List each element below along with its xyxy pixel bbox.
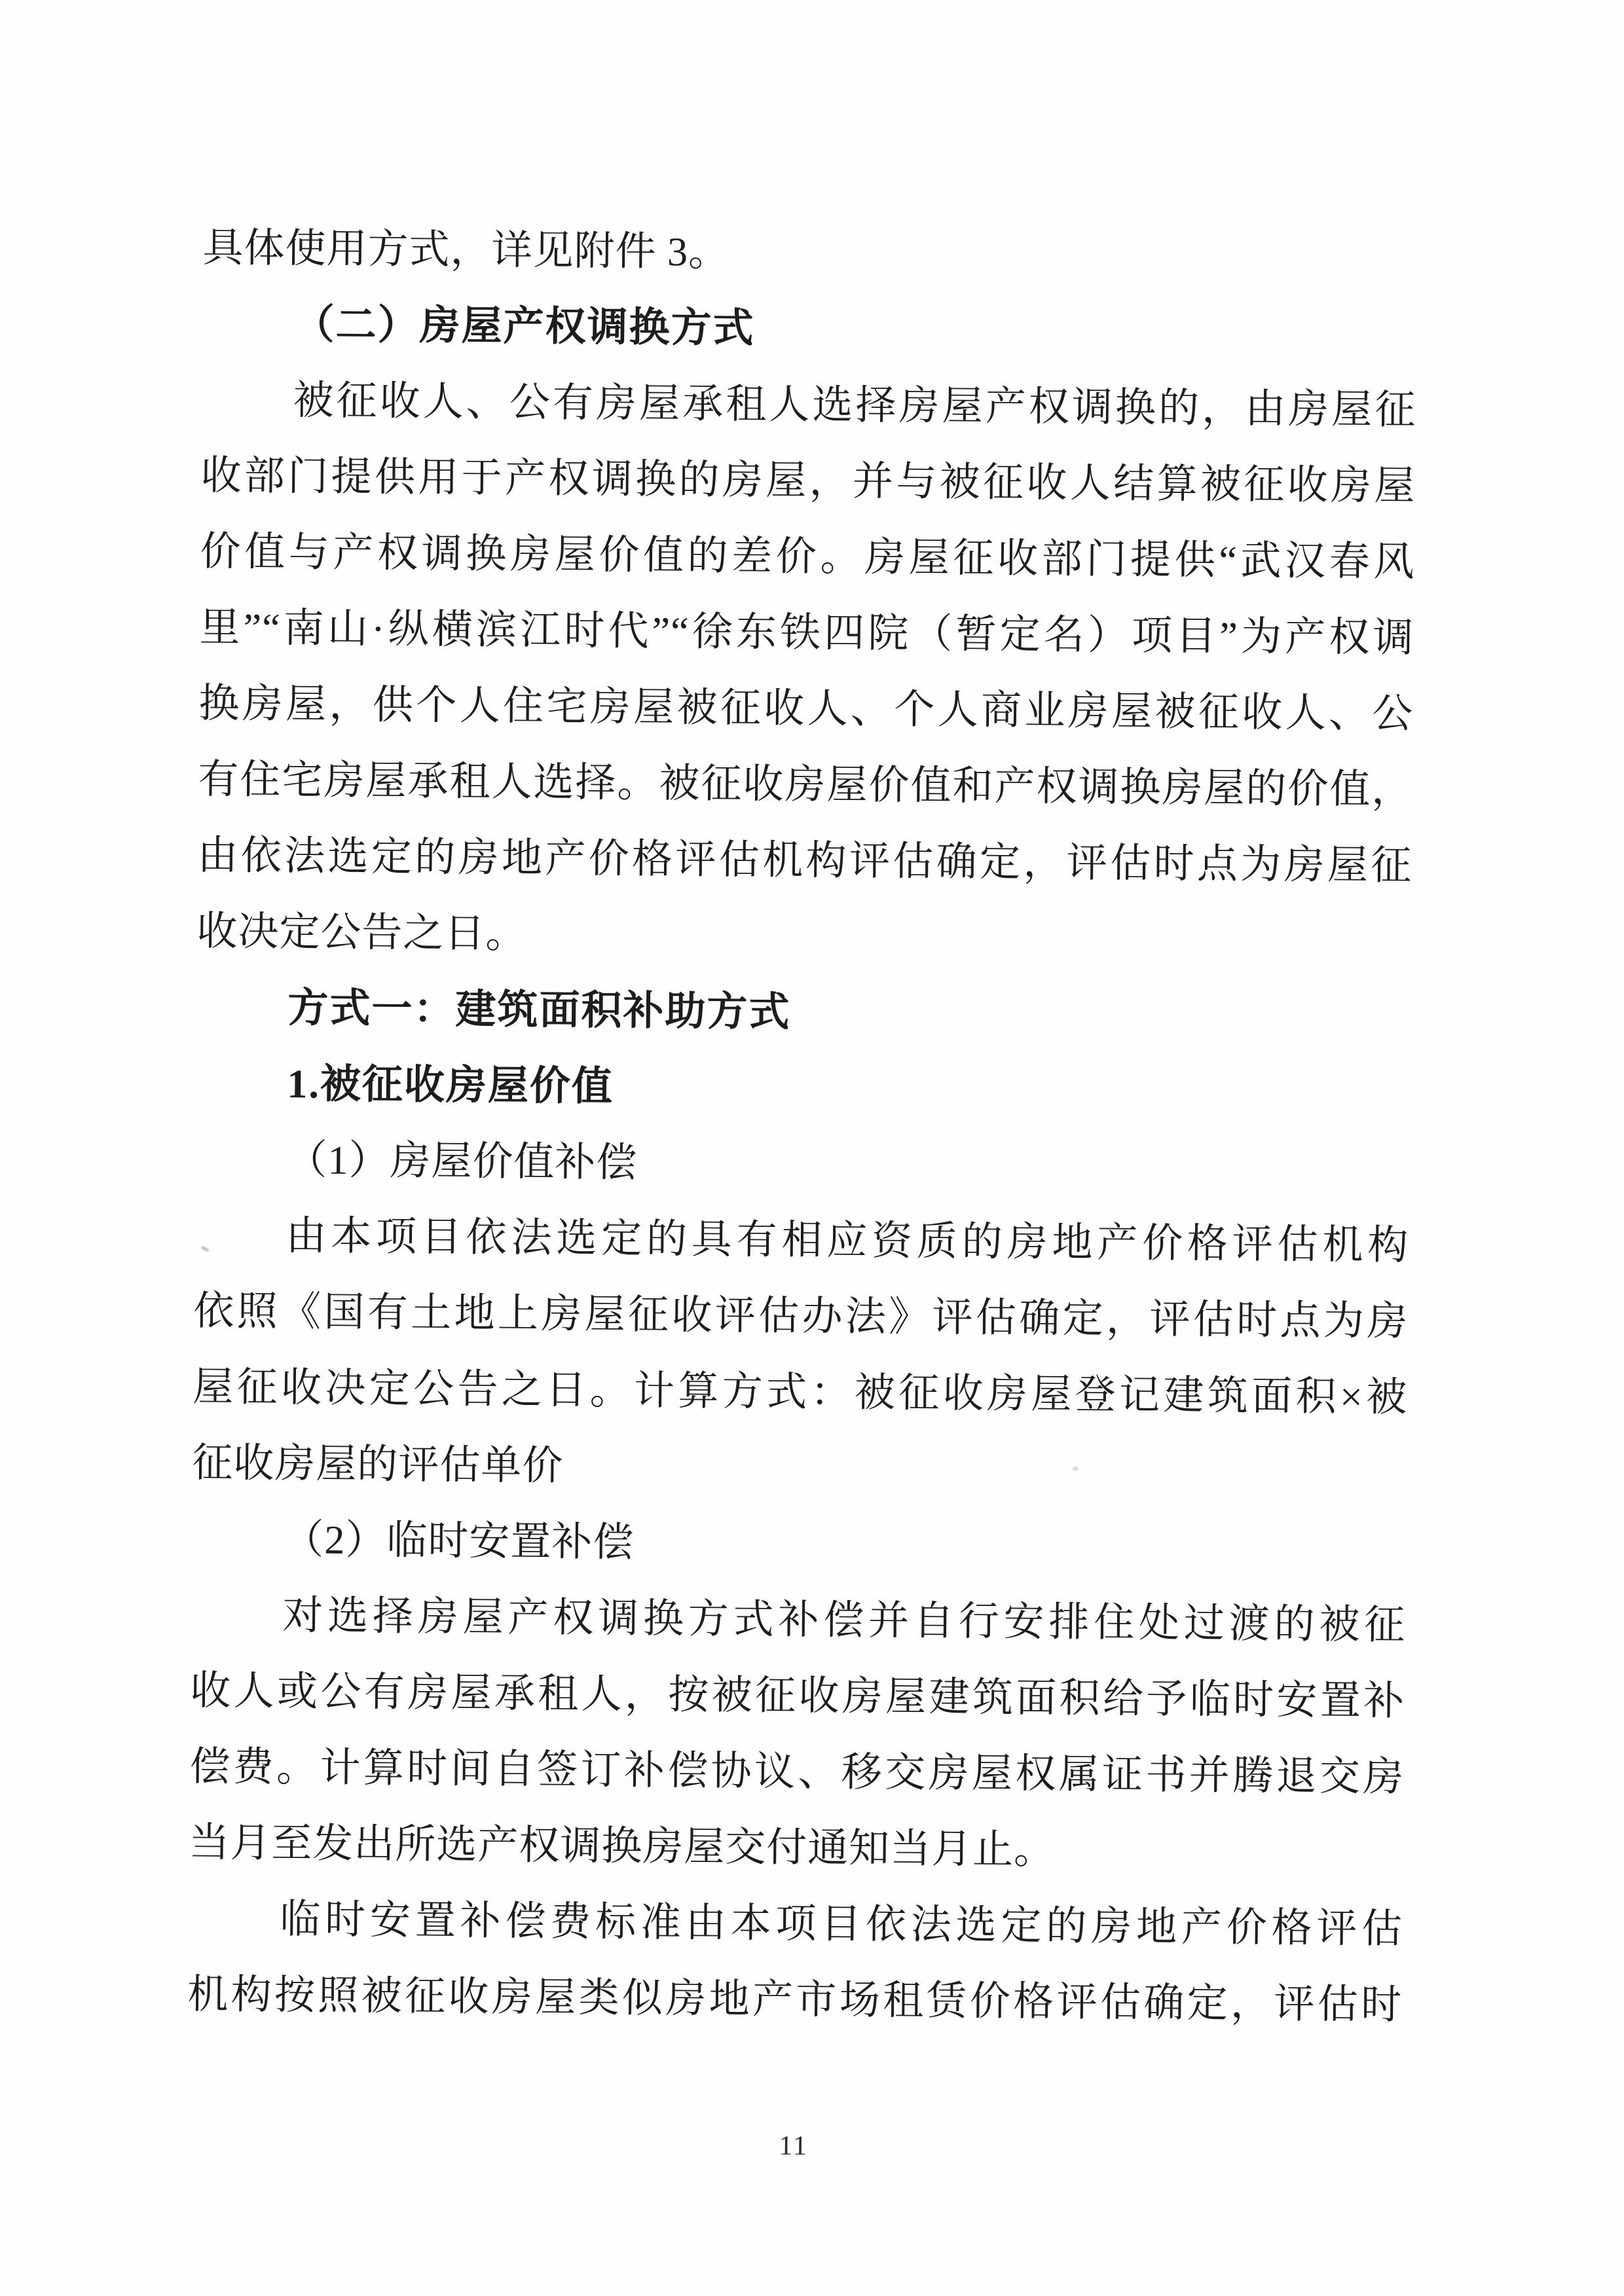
paragraph-line: 由本项目依法选定的具有相应资质的房地产价格评估机构 <box>286 1214 1409 1269</box>
paragraph-line: 换房屋，供个人住宅房屋被征收人、个人商业房屋被征收人、公 <box>198 681 1414 737</box>
scan-artifact-speck <box>1073 1467 1079 1471</box>
page-number: 11 <box>779 2130 809 2162</box>
paragraph-line: 由依法选定的房地产价格评估机构评估确定，评估时点为房屋征 <box>197 833 1412 889</box>
sub-item-1-line: （1）房屋价值补偿 <box>286 1138 638 1186</box>
paragraph-line: 偿费。计算时间自签订补偿协议、移交房屋权属证书并腾退交房 <box>189 1744 1405 1800</box>
paragraph-line: 机构按照被征收房屋类似房地产市场租赁价格评估确定，评估时 <box>187 1972 1403 2028</box>
paragraph-last-line: 收决定公告之日。 <box>196 909 527 957</box>
item-1-heading: 1.被征收房屋价值 <box>287 1062 614 1110</box>
document-body <box>186 210 1418 2168</box>
paragraph-line: 对选择房屋产权调换方式补偿并自行安排住处过渡的被征 <box>282 1594 1406 1649</box>
sub-item-2-line: （2）临时安置补偿 <box>283 1518 635 1565</box>
paragraph-line: 收人或公有房屋承租人，按被征收房屋建筑面积给予临时安置补 <box>189 1668 1405 1724</box>
paragraph-line: 依照《国有土地上房屋征收评估办法》评估确定，评估时点为房 <box>193 1288 1409 1345</box>
paragraph-line: 收部门提供用于产权调换的房屋，并与被征收人结算被征收房屋 <box>200 453 1416 509</box>
paragraph-line: 有住宅房屋承租人选择。被征收房屋价值和产权调换房屋的价值， <box>198 757 1413 813</box>
paragraph-line: 价值与产权调换房屋价值的差价。房屋征收部门提供“武汉春风 <box>200 529 1415 585</box>
paragraph-line: 临时安置补偿费标准由本项目依法选定的房地产价格评估 <box>279 1897 1403 1952</box>
paragraph-line: 被征收人、公有房屋承租人选择房屋产权调换的，由房屋征 <box>293 378 1416 433</box>
paragraph-line: 屋征收决定公告之日。计算方式：被征收房屋登记建筑面积×被 <box>193 1364 1408 1421</box>
section-heading-2: （二）房屋产权调换方式 <box>293 302 755 352</box>
paragraph-last-line: 当月至发出所选产权调换房屋交付通知当月止。 <box>188 1820 1056 1873</box>
paragraph-last-line: 征收房屋的评估单价 <box>192 1440 564 1489</box>
paragraph-continuation-line: 具体使用方式，详见附件 3。 <box>202 225 730 275</box>
paragraph-line: 里”“南山·纵横滨江时代”“徐东铁四院（暂定名）项目”为产权调 <box>199 605 1414 661</box>
method-one-heading: 方式一：建筑面积补助方式 <box>287 985 791 1035</box>
